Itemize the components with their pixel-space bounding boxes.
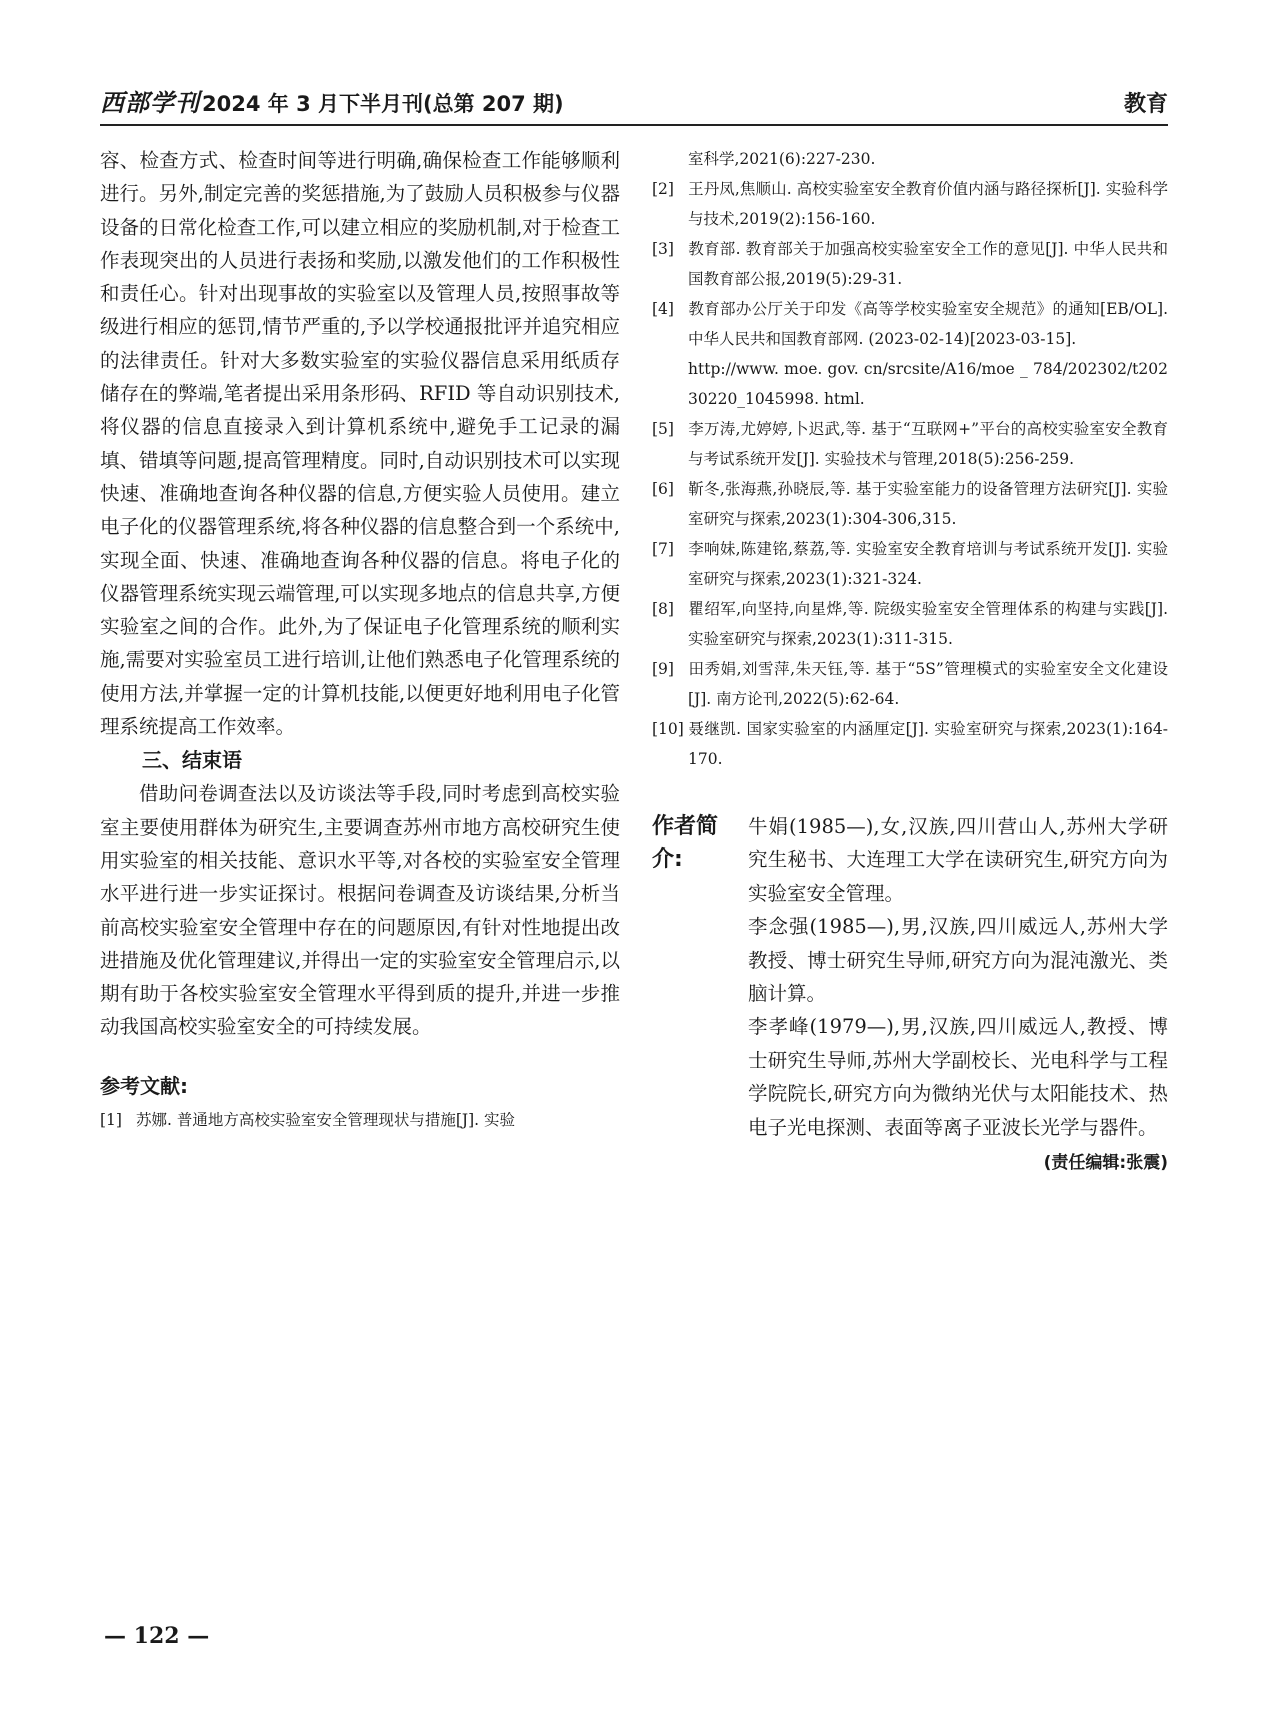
header-left: [100, 83, 564, 118]
issue-info: 2024 年 3 月下半月刊(总第 207 期): [202, 92, 564, 116]
reference-item: [652, 294, 1168, 354]
reference-item: [652, 234, 1168, 294]
reference-text: 李响妹,陈建铭,蔡荔,等. 实验室安全教育培训与考试系统开发[J]. 实验室研究与探索,2023(1):321-324.: [688, 540, 1168, 588]
body-paragraph: 容、检查方式、检查时间等进行明确,确保检查工作能够顺利进行。另外,制定完善的奖惩措施,为了鼓励人员积极参与仪器设备的日常化检查工作,可以建立相应的奖励机制,对于检查工作表现突出的人员进行表扬和奖励,以激发他们的工作积极性和责任心。针对出现事故的实验室以及管理人员,按照事故等级进行相应的惩罚,情节严重的,予以学校通报批评并追究相应的法律责任。针对大多数实验室的实验仪器信息采用纸质存储存在的弊端,笔者提出采用条形码、RFID 等自动识别技术,将仪器的信息直接录入到计算机系统中,避免手工记录的漏填、错填等问题,提高管理精度。同时,自动识别技术可以实现快速、准确地查询各种仪器的信息,方便实验人员使用。建立电子化的仪器管理系统,将各种仪器的信息整合到一个系统中,实现全面、快速、准确地查询各种仪器的信息。将电子化的仪器管理系统实现云端管理,可以实现多地点的信息共享,方便实验室之间的合作。此外,为了保证电子化管理系统的顺利实施,需要对实验室员工进行培训,让他们熟悉电子化管理系统的使用方法,并掌握一定的计算机技能,以便更好地利用电子化管理系统提高工作效率。: [100, 149, 620, 739]
responsible-editor: (责任编辑:张震): [1043, 1153, 1168, 1174]
reference-item: [652, 174, 1168, 234]
reference-number: [8]: [652, 600, 674, 618]
author-bio: 牛娟(1985—),女,汉族,四川营山人,苏州大学研究生秘书、大连理工大学在读研究生,研究方向为实验室安全管理。: [748, 815, 1168, 905]
reference-continuation: 室科学,2021(6):227-230.: [688, 150, 876, 168]
reference-number: [9]: [652, 660, 674, 678]
reference-text: 教育部. 教育部关于加强高校实验室安全工作的意见[J]. 中华人民共和国教育部公报,2019(5):29-31.: [688, 240, 1168, 288]
reference-text: 聂继凯. 国家实验室的内涵厘定[J]. 实验室研究与探索,2023(1):164-170.: [688, 720, 1168, 768]
section-heading: 三、结束语: [142, 748, 242, 773]
author-bio: 李孝峰(1979—),男,汉族,四川威远人,教授、博士研究生导师,苏州大学副校长、光电科学与工程学院院长,研究方向为微纳光伏与太阳能技术、热电子光电探测、表面等离子亚波长光学与器件。: [748, 1015, 1168, 1139]
reference-number: [7]: [652, 540, 674, 558]
reference-number: [5]: [652, 420, 674, 438]
reference-item: [652, 714, 1168, 774]
section-name: 教育: [1123, 92, 1168, 117]
journal-logo: 西部学刊: [100, 88, 200, 117]
reference-number: [2]: [652, 180, 674, 198]
reference-item: [100, 1105, 620, 1135]
author-bios: [748, 810, 1168, 1144]
reference-text: 李万涛,尤婷婷,卜迟武,等. 基于“互联网+”平台的高校实验室安全教育与考试系统开发[J]. 实验技术与管理,2018(5):256-259.: [688, 420, 1168, 468]
left-column: [100, 144, 620, 1135]
reference-item: [652, 654, 1168, 714]
author-label: 作者简介:: [652, 814, 719, 872]
right-column: [652, 144, 1168, 1173]
reference-number: [4]: [652, 300, 674, 318]
running-header: [100, 86, 1168, 126]
reference-text: 靳冬,张海燕,孙晓辰,等. 基于实验室能力的设备管理方法研究[J]. 实验室研究与探索,2023(1):304-306,315.: [688, 480, 1168, 528]
reference-text: 王丹凤,焦顺山. 高校实验室安全教育价值内涵与路径探析[J]. 实验科学与技术,2019(2):156-160.: [688, 180, 1168, 228]
reference-text: 苏娜. 普通地方高校实验室安全管理现状与措施[J]. 实验: [136, 1110, 516, 1129]
reference-number: [3]: [652, 240, 674, 258]
reference-url: http://www. moe. gov. cn/srcsite/A16/moe _ 784/202302/t20230220_1045998. html.: [688, 360, 1168, 408]
reference-text: 瞿绍军,向坚持,向星烨,等. 院级实验室安全管理体系的构建与实践[J]. 实验室研究与探索,2023(1):311-315.: [688, 600, 1168, 648]
reference-item: [652, 594, 1168, 654]
reference-number: [10]: [652, 720, 684, 738]
body-paragraph: 借助问卷调查法以及访谈法等手段,同时考虑到高校实验室主要使用群体为研究生,主要调查苏州市地方高校研究生使用实验室的相关技能、意识水平等,对各校的实验室安全管理水平进行进一步实证探讨。根据问卷调查及访谈结果,分析当前高校实验室安全管理中存在的问题原因,有针对性地提出改进措施及优化管理建议,并得出一定的实验室安全管理启示,以期有助于各校实验室安全管理水平得到质的提升,并进一步推动我国高校实验室安全的可持续发展。: [100, 782, 620, 1039]
reference-text: 田秀娟,刘雪萍,朱天钰,等. 基于“5S”管理模式的实验室安全文化建设[J]. 南方论刊,2022(5):62-64.: [688, 660, 1168, 708]
reference-item: [652, 414, 1168, 474]
reference-item: [652, 534, 1168, 594]
reference-number: [6]: [652, 480, 674, 498]
page-number: — 122 —: [104, 1623, 210, 1649]
author-bio: 李念强(1985—),男,汉族,四川威远人,苏州大学教授、博士研究生导师,研究方向为混沌激光、类脑计算。: [748, 915, 1168, 1006]
reference-number: [1]: [100, 1110, 122, 1129]
author-introduction: [652, 810, 1168, 1144]
reference-item: [652, 474, 1168, 534]
references-title: 参考文献:: [100, 1073, 188, 1098]
reference-text: 教育部办公厅关于印发《高等学校实验室安全规范》的通知[EB/OL]. 中华人民共和国教育部网. (2023-02-14)[2023-03-15].: [688, 300, 1168, 348]
